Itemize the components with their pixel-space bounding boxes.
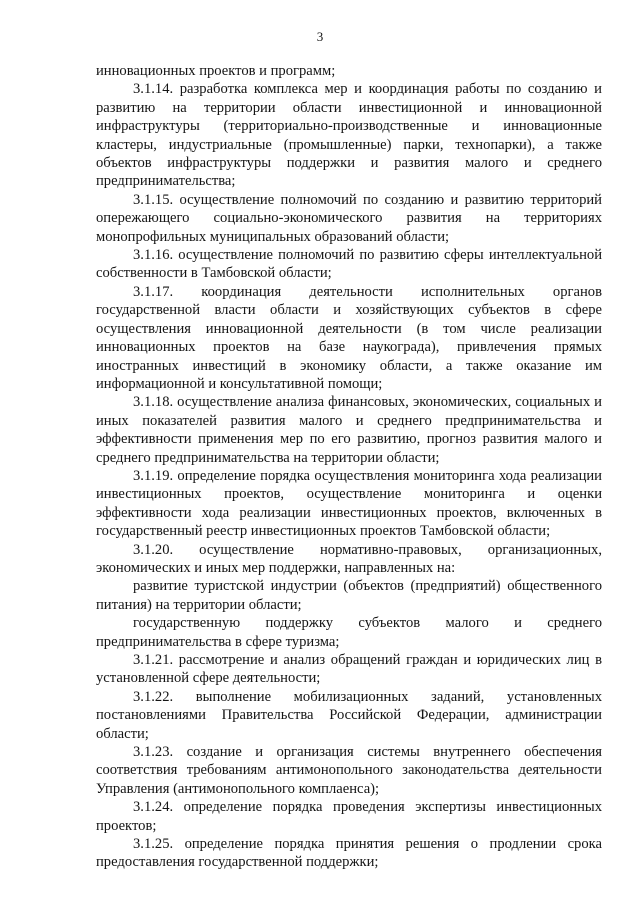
document-body <box>96 62 602 872</box>
paragraph: 3.1.17. координация деятельности исполнительных органов государственной власти области и хозяйствующих субъектов в сфере осуществления инновационной деятельности (в том числе реализации инновационных проектов на базе наукограда), привлечения прямых иностранных инвестиций в экономику области, а также оказание им информационной и консультативной помощи; <box>96 283 602 392</box>
paragraph: 3.1.22. выполнение мобилизационных заданий, установленных постановлениями Правительства Российской Федерации, администрации области; <box>96 688 602 742</box>
paragraph: 3.1.20. осуществление нормативно-правовых, организационных, экономических и иных мер поддержки, направленных на: <box>96 541 602 576</box>
paragraph: 3.1.14. разработка комплекса мер и координация работы по созданию и развитию на территории области инвестиционной и инновационной инфраструктуры (территориально-производственные и инновационные кластеры, индустриальные (промышленные) парки, технопарки), а также объектов инфраструктуры поддержки и развития малого и среднего предпринимательства; <box>96 81 602 190</box>
paragraph: 3.1.19. определение порядка осуществления мониторинга хода реализации инвестиционных проектов, осуществление мониторинга и оценки эффективности хода реализации инвестиционных проектов, включенных в государственный реестр инвестиционных проектов Тамбовской области; <box>96 467 602 540</box>
paragraph: инновационных проектов и программ; <box>96 63 336 79</box>
paragraph: 3.1.18. осуществление анализа финансовых, экономических, социальных и иных показателей развития малого и среднего предпринимательства и эффективности применения мер по его развитию, прогноз развития малого и среднего предпринимательства на территории области; <box>96 394 602 466</box>
paragraph: 3.1.15. осуществление полномочий по созданию и развитию территорий опережающего социально-экономического развития на территориях монопрофильных муниципальных образований области; <box>96 191 602 245</box>
paragraph: 3.1.23. создание и организация системы внутреннего обеспечения соответствия требованиям антимонопольного законодательства деятельности Управления (антимонопольного комплаенса); <box>96 744 602 797</box>
paragraph: 3.1.21. рассмотрение и анализ обращений граждан и юридических лиц в установленной сфере деятельности; <box>96 652 602 687</box>
paragraph: 3.1.25. определение порядка принятия решения о продлении срока предоставления государственной поддержки; <box>96 836 602 871</box>
page-number: 3 <box>316 29 324 44</box>
paragraph: развитие туристской индустрии (объектов (предприятий) общественного питания) на территории области; <box>96 578 602 613</box>
paragraph: государственную поддержку субъектов малого и среднего предпринимательства в сфере туризма; <box>96 615 602 650</box>
paragraph: 3.1.16. осуществление полномочий по развитию сферы интеллектуальной собственности в Тамбовской области; <box>96 247 602 282</box>
paragraph: 3.1.24. определение порядка проведения экспертизы инвестиционных проектов; <box>96 799 602 834</box>
